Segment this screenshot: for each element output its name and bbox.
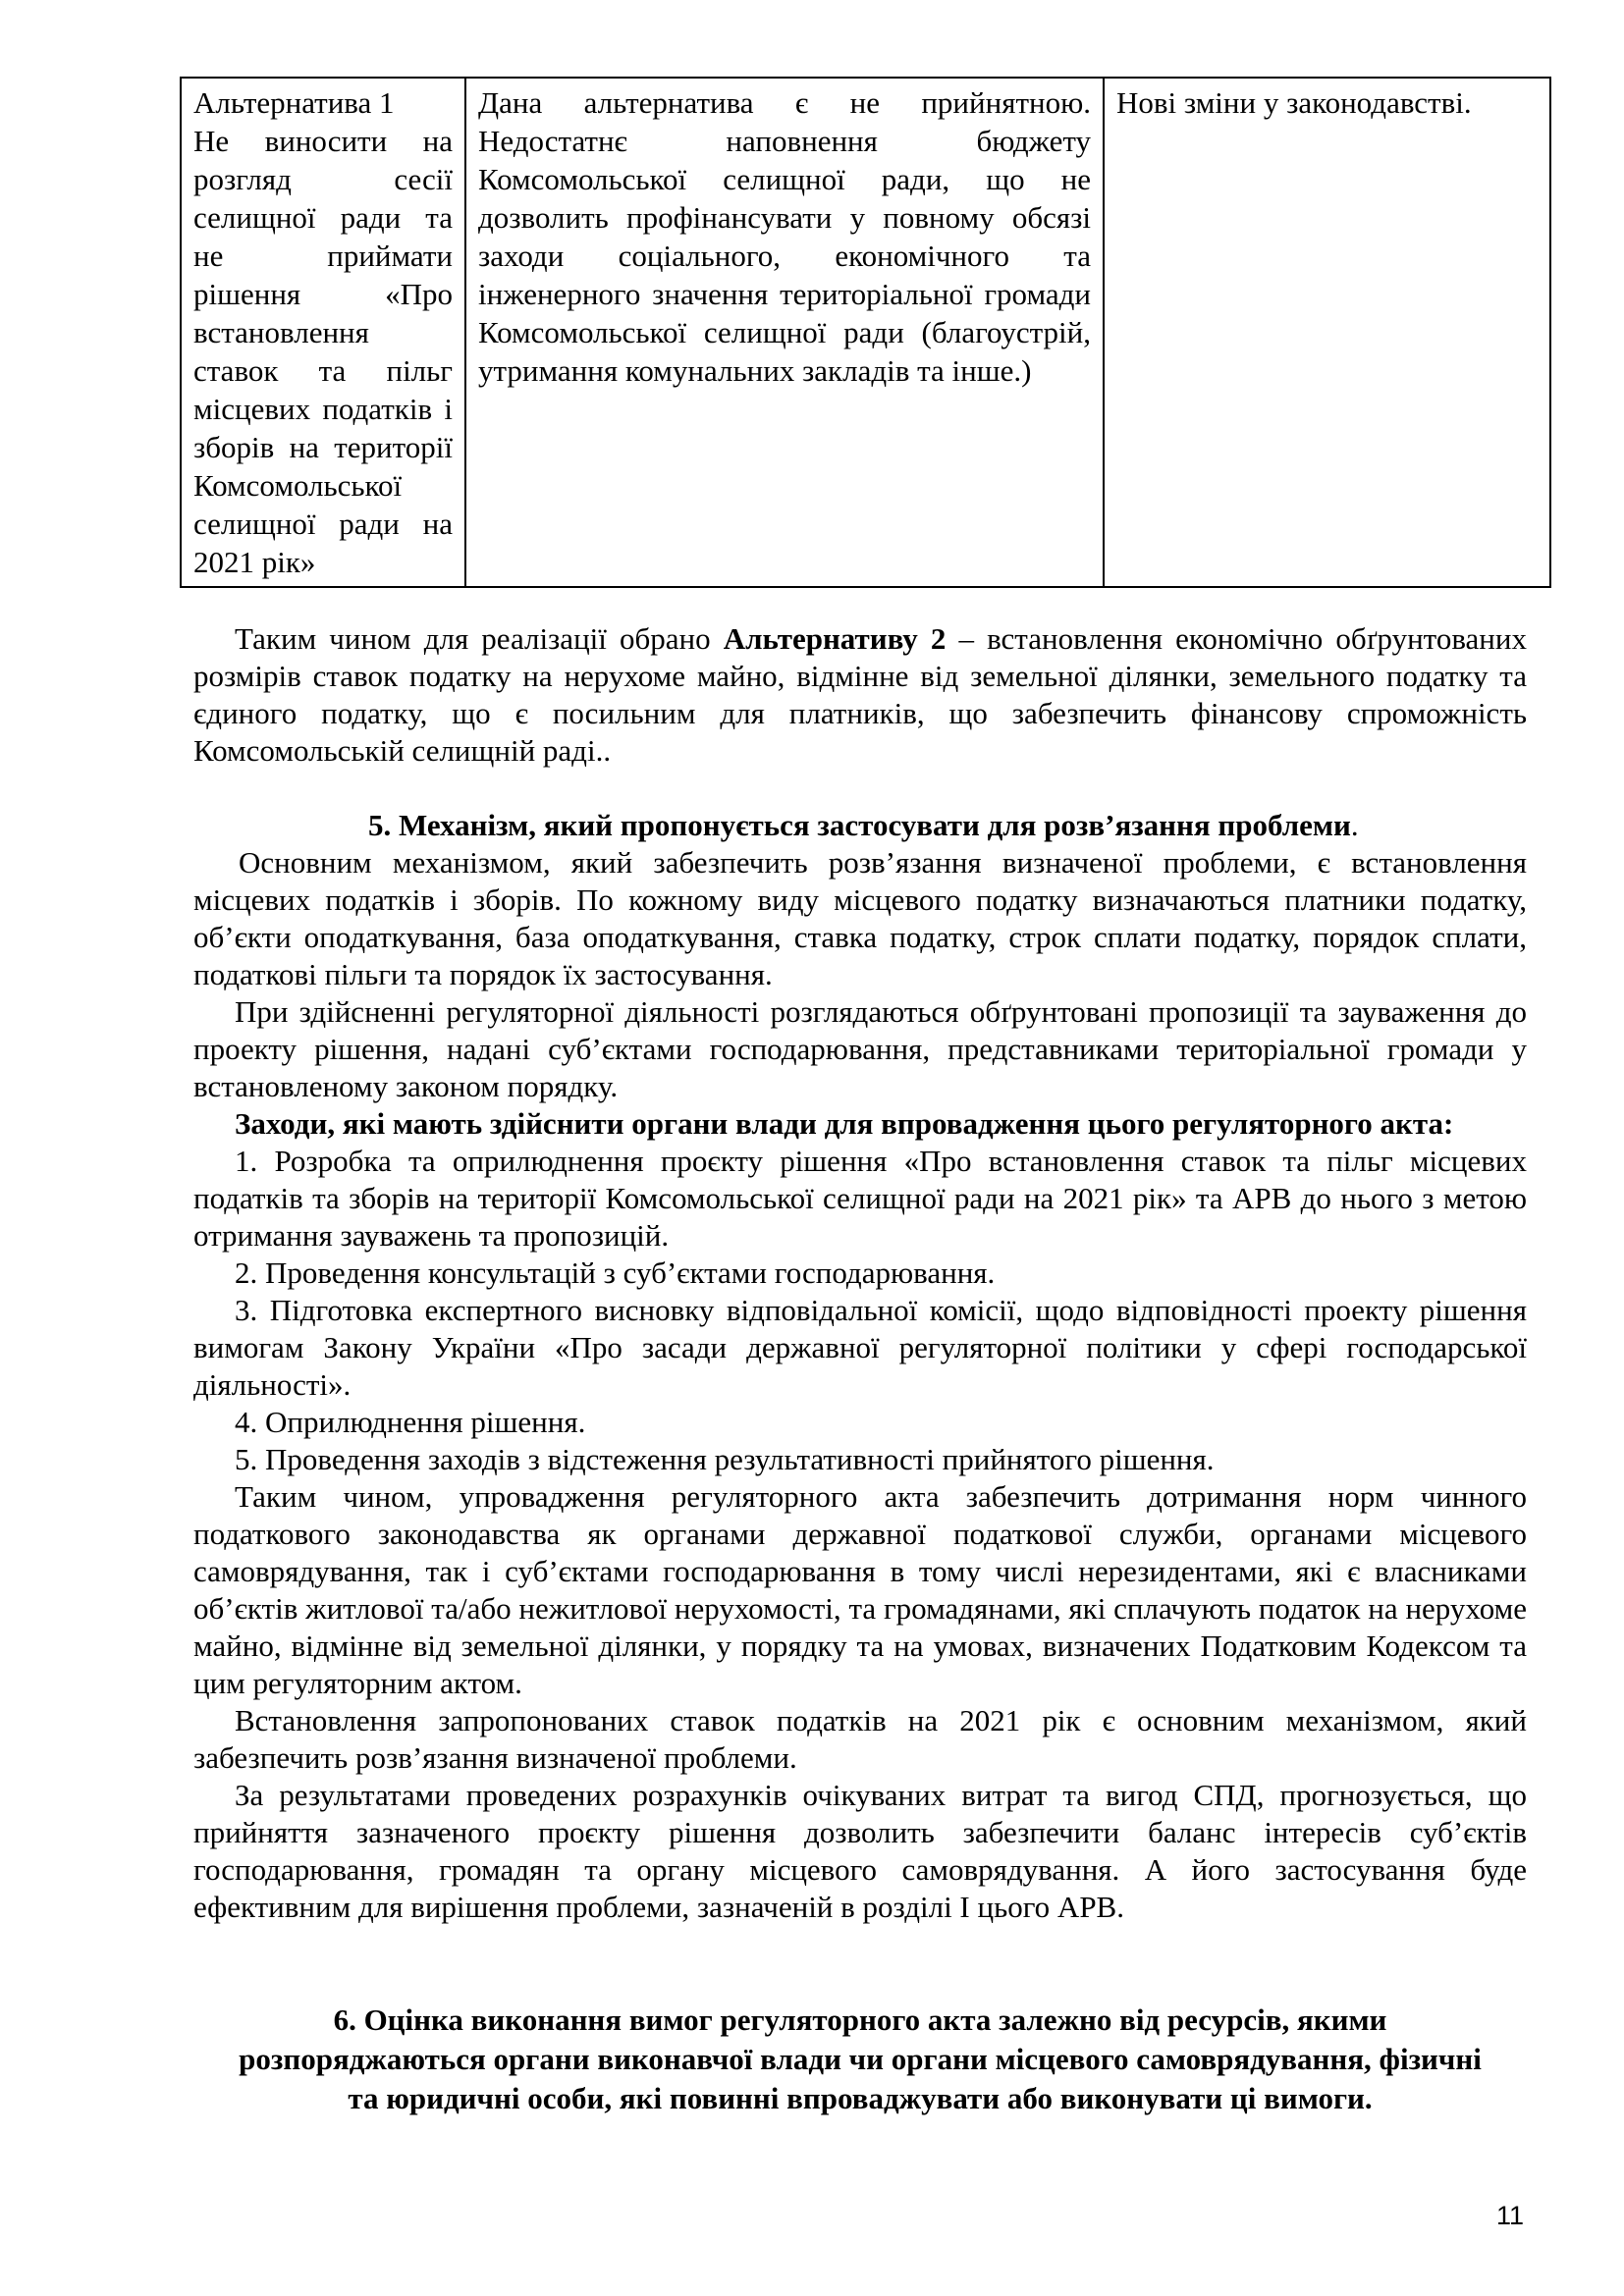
alternative-assessment-cell: Дана альтернатива є не прийнятною. Недостатнє наповнення бюджету Комсомольської селищної ради, що не дозволить профінансувати у повному обсязі заходи соціального, економічного та інженерного значення територіальної громади Комсомольської селищної ради (благоустрій, утримання комунальних закладів та інше.) — [465, 78, 1104, 587]
closing-paragraph: За результатами проведених розрахунків очікуваних витрат та вигод СПД, прогнозується, що прийняття зазначеного проєкту рішення дозволить забезпечити баланс інтересів суб’єктів господарювання, громадян та органу місцевого самоврядування. А його застосування буде ефективним для вирішення проблеми, зазначеній в розділі І цього АРВ. — [193, 1778, 1527, 1924]
summary-paragraph: Таким чином для реалізації обрано Альтернативу 2 – встановлення економічно обґрунтованих розмірів ставок податку на нерухоме майно, відмінне від земельної ділянки, земельного податку та єдиного податку, що є посильним для платників, що забезпечить фінансову спроможність Комсомольській селищній раді.. — [193, 621, 1527, 768]
measure-item: 2. Проведення консультацій з суб’єктами господарювання. — [235, 1255, 996, 1290]
alternative-description: Не виносити на розгляд сесії селищної ради та не приймати рішення «Про встановлення ставок та пільг місцевих податків і зборів на території Комсомольської селищної ради на 2021 рік» — [193, 124, 453, 579]
closing-paragraph: Встановлення запропонованих ставок податків на 2021 рік є основним механізмом, який забезпечить розв’язання визначеної проблеми. — [193, 1703, 1527, 1775]
alternative-name-cell — [181, 78, 465, 587]
measure-item: 3. Підготовка експертного висновку відповідальної комісії, щодо відповідності проекту рішення вимогам Закону України «Про засади державної регуляторної політики у сфері господарської діяльності». — [193, 1293, 1527, 1402]
alternative-title: Альтернатива 1 — [193, 85, 395, 120]
measure-item: 4. Оприлюднення рішення. — [235, 1405, 586, 1439]
table-row — [181, 78, 1550, 587]
measure-item: 1. Розробка та оприлюднення проєкту рішення «Про встановлення ставок та пільг місцевих податків та зборів на території Комсомольської селищної ради на 2021 рік» та АРВ до нього з метою отримання зауважень та пропозицій. — [193, 1144, 1527, 1253]
chosen-alternative: Альтернативу 2 — [723, 621, 947, 656]
body-text — [193, 620, 1527, 1926]
alternative-reason-cell: Нові зміни у законодавстві. — [1104, 78, 1550, 587]
measure-item: 5. Проведення заходів з відстеження результативності прийнятого рішення. — [235, 1442, 1215, 1476]
section-5-paragraph: При здійсненні регуляторної діяльності розглядаються обґрунтовані пропозиції та зауваження до проекту рішення, надані суб’єктами господарювання, представниками територіальної громади у встановленому законом порядку. — [193, 994, 1527, 1103]
closing-paragraph: Таким чином, упровадження регуляторного акта забезпечить дотримання норм чинного податкового законодавства як органами державної податкової служби, органами місцевого самоврядування, так і суб’єктами господарювання в тому числі нерезидентами, які є власниками об’єктів житлової та/або нежитлової нерухомості, та громадянами, які сплачують податок на нерухоме майно, відмінне від земельної ділянки, у порядку та на умовах, визначених Податковим Кодексом та цим регуляторним актом. — [193, 1479, 1527, 1700]
section-5-title: 5. Механізм, який пропонується застосувати для розв’язання проблеми. — [368, 808, 1359, 842]
alternatives-table — [180, 77, 1551, 588]
page-number: 11 — [1495, 2201, 1524, 2230]
measures-heading: Заходи, які мають здійснити органи влади для впровадження цього регуляторного акта: — [235, 1106, 1454, 1141]
section-5-paragraph: Основним механізмом, який забезпечить розв’язання визначеної проблеми, є встановлення місцевих податків і зборів. По кожному виду місцевого податку визначаються платники податку, об’єкти оподаткування, база оподаткування, ставка податку, строк сплати податку, порядок сплати, податкові пільги та порядок їх застосування. — [193, 845, 1527, 991]
section-6-title: 6. Оцінка виконання вимог регуляторного акта залежно від ресурсів, якими розпоряджаються органи виконавчої влади чи органи місцевого самоврядування, фізичні та юридичні особи, які повинні впроваджувати або виконувати ці вимоги. — [239, 2002, 1482, 2115]
